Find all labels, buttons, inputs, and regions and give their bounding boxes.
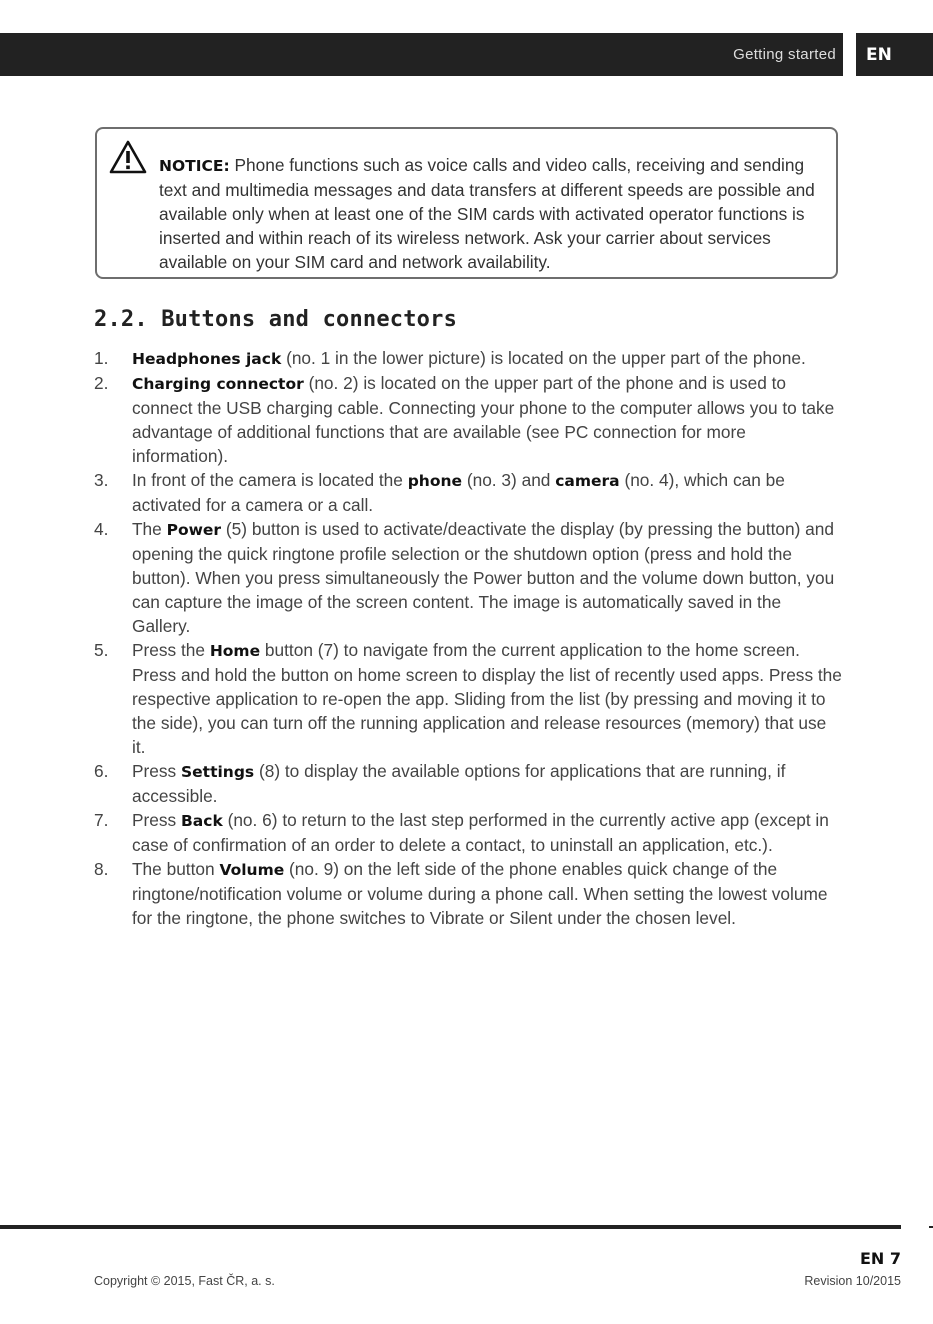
list-item-text: (8) to display the available options for applications that are running, if accessible. [132, 761, 786, 806]
list-item [94, 857, 844, 930]
list-item-keyword: camera [555, 472, 620, 490]
header-section-title: Getting started [733, 46, 836, 63]
list-item-text: (5) button is used to activate/deactivate the display (by pressing the button) and opening the quick ringtone profile selection or the shutdown option (press and hold the button). When you press simultaneously the Power button and the volume down button, you can capture the image of the screen content. The image is automatically saved in the Gallery. [132, 519, 835, 636]
list-item-number: 4. [94, 519, 109, 539]
list-item-text: (no. 1 in the lower picture) is located on the upper part of the phone. [281, 348, 806, 368]
list-item [94, 468, 844, 517]
notice-box [95, 127, 838, 279]
list-item-keyword: Settings [180, 763, 255, 781]
notice-body: Phone functions such as voice calls and video calls, receiving and sending text and multimedia messages and data transfers at different speeds are possible and available only when at least one of the SIM cards with activated operator functions is inserted and within reach of its wireless network. Ask your carrier about services available on your SIM card and network availability. [159, 155, 815, 272]
list-item-keyword: Power [166, 521, 222, 539]
list-item-number: 6. [94, 761, 109, 781]
page-number: EN 7 [859, 1249, 901, 1268]
list-item [94, 346, 844, 371]
list-item-number: 1. [94, 348, 109, 368]
list-item-text: (no. 2) is located on the upper part of the phone and is used to connect the USB charging cable. Connecting your phone to the computer allows you to take advantage of additional functions that are available (see PC connection for more information). [132, 373, 835, 466]
list-item [94, 808, 844, 857]
list-item-text: button (7) to navigate from the current application to the home screen. Press and hold the button on home screen to display the list of recently used apps. Press the respective application to re-open the app. Sliding from the list (by pressing and moving it to the side), you can turn off the running application and release resources (memory) that use it. [132, 640, 842, 757]
copyright: Copyright © 2015, Fast ČR, a. s. [94, 1274, 275, 1288]
header-bar [0, 33, 843, 76]
footer-rule [0, 1225, 901, 1229]
list-item-text: (no. 9) on the left side of the phone enables quick change of the ringtone/notification volume or volume during a phone call. When setting the lowest volume for the ringtone, the phone switches to Vibrate or Silent under the chosen level. [132, 859, 828, 928]
list-item-keyword: Charging connector [132, 375, 304, 393]
list-item-text: The button [132, 859, 220, 879]
list-item [94, 517, 844, 638]
list-item-keyword: Back [180, 812, 223, 830]
list-item-number: 8. [94, 859, 109, 879]
list-item-text: (no. 6) to return to the last step performed in the currently active app (except in case of confirmation of an order to delete a contact, to uninstall an application, etc.). [132, 810, 829, 855]
footer-rule-tick [929, 1226, 933, 1228]
language-badge: EN [856, 33, 933, 76]
buttons-list [94, 346, 844, 930]
list-item-text: (no. 4), which can be activated for a camera or a call. [132, 470, 785, 515]
list-item-text: Press [132, 810, 181, 830]
list-item-keyword: Home [209, 642, 261, 660]
list-item-text: Press the [132, 640, 210, 660]
revision: Revision 10/2015 [804, 1274, 901, 1288]
list-item-keyword: Volume [219, 861, 285, 879]
list-item-keyword: Headphones jack [132, 350, 282, 368]
notice-text [159, 153, 829, 274]
list-item-keyword: phone [407, 472, 463, 490]
list-item-number: 5. [94, 640, 109, 660]
list-item [94, 759, 844, 808]
section-title: 2.2. Buttons and connectors [94, 307, 458, 332]
list-item-text: In front of the camera is located the [132, 470, 408, 490]
list-item-text: The [132, 519, 167, 539]
list-item [94, 371, 844, 468]
warning-triangle-icon [109, 139, 147, 175]
list-item-number: 2. [94, 373, 109, 393]
list-item-number: 7. [94, 810, 109, 830]
notice-label: NOTICE: [159, 157, 230, 175]
list-item [94, 638, 844, 759]
list-item-text: Press [132, 761, 181, 781]
list-item-number: 3. [94, 470, 109, 490]
list-item-text: (no. 3) and [462, 470, 556, 490]
